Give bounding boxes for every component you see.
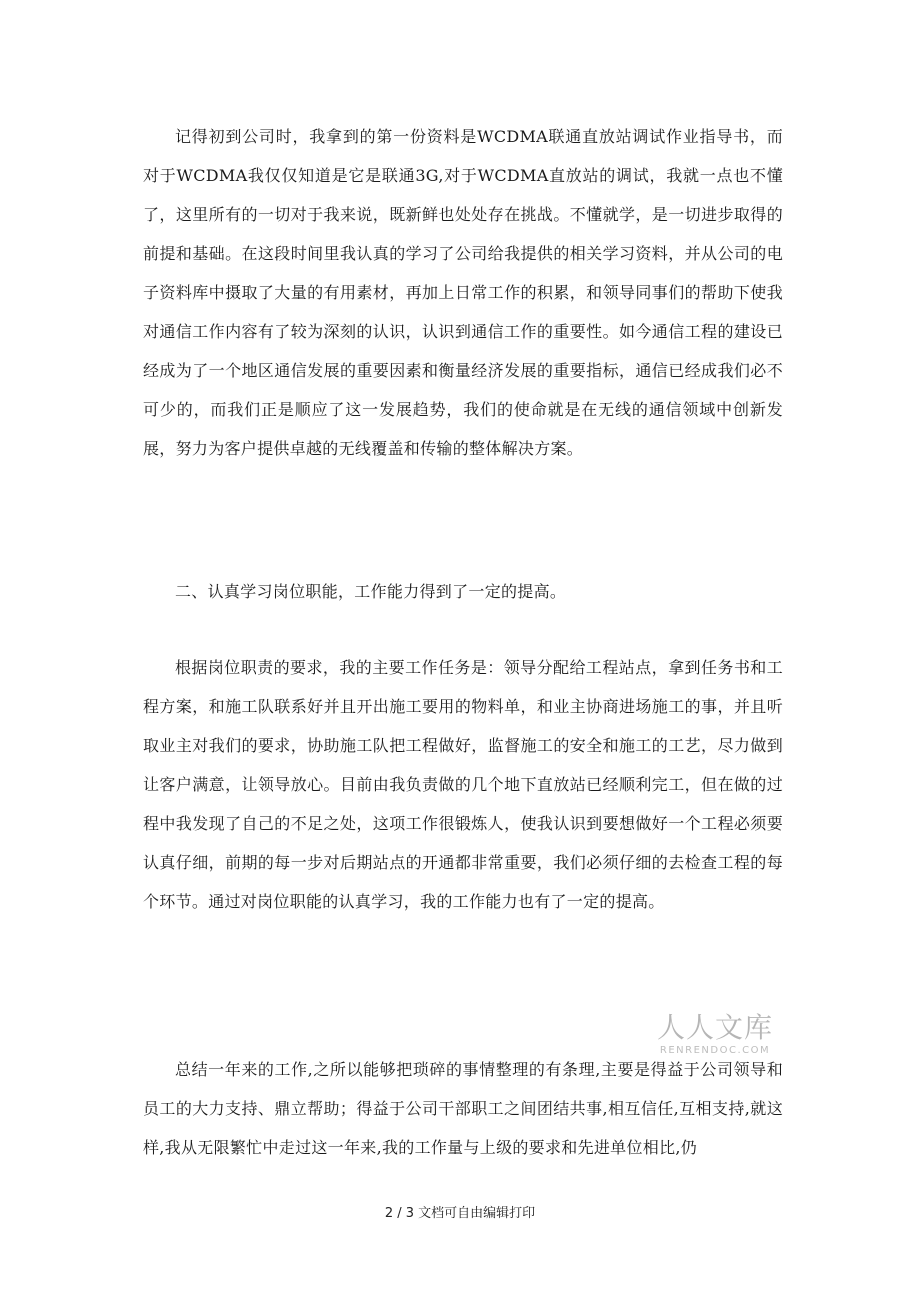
body-paragraph-3-container [143, 1050, 783, 1167]
body-paragraph: 记得初到公司时，我拿到的第一份资料是WCDMA联通直放站调试作业指导书，而对于WCDMA我仅仅知道是它是联通3G,对于WCDMA直放站的调试，我就一点也不懂了，这里所有的一切对于我来说，既新鲜也处处存在挑战。不懂就学，是一切进步取得的前提和基础。在这段时间里我认真的学习了公司给我提供的相关学习资料，并从公司的电子资料库中摄取了大量的有用素材，再加上日常工作的积累，和领导同事们的帮助下使我对通信工作内容有了较为深刻的认识，认识到通信工作的重要性。如今通信工程的建设已经成为了一个地区通信发展的重要因素和衡量经济发展的重要指标，通信已经成我们必不可少的，而我们正是顺应了这一发展趋势，我们的使命就是在无线的通信领域中创新发展，努力为客户提供卓越的无线覆盖和传输的整体解决方案。 [143, 127, 783, 458]
page-footer: 2 / 3 文档可自由编辑打印 [384, 1206, 536, 1221]
section-heading: 二、认真学习岗位职能，工作能力得到了一定的提高。 [175, 582, 567, 601]
watermark-domain-text: RENRENDOC.COM [659, 1045, 771, 1056]
section-heading-container [143, 572, 783, 611]
body-paragraph: 根据岗位职责的要求，我的主要工作任务是：领导分配给工程站点，拿到任务书和工程方案，和施工队联系好并且开出施工要用的物料单，和业主协商进场施工的事，并且听取业主对我们的要求，协助施工队把工程做好，监督施工的安全和施工的工艺，尽力做到让客户满意，让领导放心。目前由我负责做的几个地下直放站已经顺利完工，但在做的过程中我发现了自己的不足之处，这项工作很锻炼人，使我认识到要想做好一个工程必须要认真仔细，前期的每一步对后期站点的开通都非常重要，我们必须仔细的去检查工程的每个环节。通过对岗位职能的认真学习，我的工作能力也有了一定的提高。 [143, 658, 783, 911]
watermark-logo-text: 人人文库 [656, 1011, 773, 1044]
body-paragraph-1-container [143, 117, 783, 468]
body-paragraph: 总结一年来的工作,之所以能够把琐碎的事情整理的有条理,主要是得益于公司领导和员工的大力支持、鼎立帮助；得益于公司干部职工之间团结共事,相互信任,互相支持,就这样,我从无限繁忙中走过这一年来,我的工作量与上级的要求和先进单位相比,仍 [143, 1060, 783, 1157]
body-paragraph-2-container [143, 648, 783, 921]
